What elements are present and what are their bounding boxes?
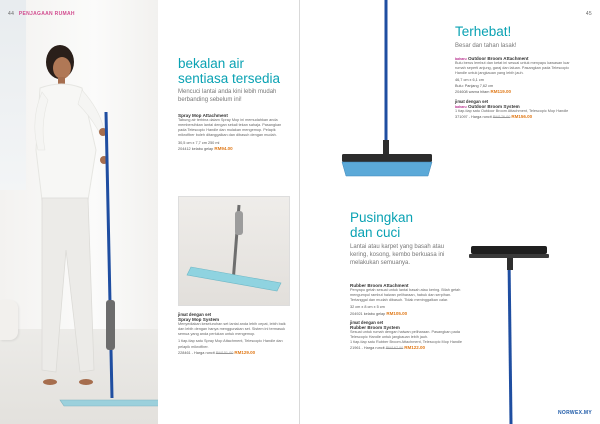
set-price: RM156.00 bbox=[511, 114, 533, 120]
product-dimensions: 46,7 cm x 6,1 cm bbox=[455, 78, 484, 83]
set-code: 371097 - Harga runcit bbox=[455, 115, 492, 120]
subheadline: Mencuci lantai anda kini lebih mudah berbanding sebelum ini! bbox=[178, 89, 277, 104]
woman-mopping-illustration bbox=[0, 0, 158, 424]
set-price: RM122.00 bbox=[404, 345, 426, 351]
headline-line-1: Pusingkan bbox=[350, 210, 414, 225]
product-outdoor-broom bbox=[455, 56, 575, 121]
product-title: Spray Mop Attachment bbox=[178, 113, 228, 118]
product-price: RM129.00 bbox=[234, 349, 256, 355]
set-code: 21961 - Harga runcit bbox=[350, 346, 385, 351]
product-description: Tabung air terbina dalam Spray Mop ini memudahkan anda membersihkan lantai dengan sekali tekan sahaja. Pasangkan pada Telescopic Handle dan mulakan mengemop. Pelapik mikrofiber boleh ditanggalkan dan dibasuh dengan mudah. bbox=[178, 118, 282, 138]
product-code: 204921 kelabu gelap bbox=[350, 311, 386, 316]
set-title: Outdoor Broom System bbox=[467, 104, 520, 110]
product-title: Spray Mop System bbox=[178, 317, 220, 322]
product-bristle-length: Bulu: Panjang 7,62 cm bbox=[455, 83, 494, 88]
brand-footer[interactable]: NORWEX.MY bbox=[558, 410, 592, 416]
outdoor-broom-illustration bbox=[300, 0, 450, 190]
left-page bbox=[0, 0, 299, 424]
set-tag: jimat dengan set bbox=[350, 320, 384, 325]
product-dimensions: 30,5 cm x 7,7 cm 250 ml bbox=[178, 140, 220, 145]
product-dimensions: 32 cm x 8 cm x 5 cm bbox=[350, 305, 385, 310]
product-description: Menyediakan keseluruhan set lantai anda lebih cepat, lebih baik dan lebih dengan hanya menggunakan set. Sistem ini termasuk semua yang anda perlukan untuk mengemop. bbox=[178, 322, 286, 337]
product-price: RM119.00 bbox=[490, 89, 511, 94]
product-spray-mop-attachment bbox=[178, 113, 290, 152]
product-price: RM94.00 bbox=[214, 145, 233, 151]
product-retail-price: RM151.00 bbox=[215, 350, 234, 355]
new-badge: baharu bbox=[455, 105, 467, 110]
set-contents: 1 tiap-tiap satu Spray Mop Attachment, Telescopic Handle dan pelapik mikrofiber. bbox=[178, 339, 283, 349]
section-title: PENJAGAAN RUMAH bbox=[18, 11, 75, 17]
set-retail-price: RM167.00 bbox=[385, 346, 404, 351]
set-contents: 1 tiap-tiap satu Outdoor Broom Attachment, Telescopic Mop Handle bbox=[455, 109, 569, 114]
lifestyle-photo bbox=[0, 0, 158, 424]
spray-mop-product-image bbox=[178, 196, 290, 306]
set-retail-price: RM176.00 bbox=[492, 115, 511, 120]
set-title: Rubber Broom System bbox=[350, 325, 400, 330]
product-description: Bulu berus lembut dan ketat ini sesuai untuk menyapu kawasan luar rumah seperti anjung, garaj dan laluan. Pasangkan pada Telescopic Handle untuk jangkauan yang lebih jauh. bbox=[455, 61, 570, 76]
set-tag: jimat dengan set bbox=[178, 312, 212, 317]
product-spray-mop-system bbox=[178, 312, 290, 356]
headline bbox=[178, 56, 280, 86]
headline-terhebat: Terhebat! bbox=[455, 24, 512, 39]
product-rubber-broom bbox=[350, 283, 462, 352]
product-code: 228461 - Harga runcit bbox=[178, 350, 215, 355]
subheadline-pusingkan: Lantai atau karpet yang basah atau kering, kosong, kembo berkuasa ini melakukan semuanya. bbox=[350, 244, 445, 267]
spray-mop-illustration bbox=[179, 197, 291, 307]
product-title: Outdoor Broom Attachment bbox=[467, 56, 529, 61]
product-price: RM105.00 bbox=[386, 310, 408, 316]
new-badge: baharu bbox=[455, 57, 467, 61]
right-page bbox=[300, 0, 600, 424]
headline-line-2: sentiasa tersedia bbox=[178, 71, 281, 87]
page-number: 44 bbox=[8, 11, 15, 17]
set-description: Sesuai untuk rumah dengan haiwan peliharaan. Pasangkan pada Telescopic Handle untuk jangkauan lebih jauh. bbox=[350, 330, 460, 340]
set-tag: jimat dengan set bbox=[455, 99, 489, 105]
product-title: Rubber Broom Attachment bbox=[350, 283, 409, 288]
page-number: 45 bbox=[585, 11, 592, 17]
product-code: 204412 kelabu gelap bbox=[178, 146, 214, 151]
headline-line-1: bekalan air bbox=[178, 56, 245, 71]
headline-line-2: dan cuci bbox=[350, 225, 401, 241]
set-contents: 1 tiap-tiap satu Rubber Broom Attachment, Telescopic Mop Handle bbox=[350, 340, 462, 345]
rubber-broom-illustration bbox=[465, 224, 555, 424]
subheadline-terhebat: Besar dan tahan lasak! bbox=[455, 43, 517, 49]
headline-pusingkan bbox=[350, 210, 413, 240]
product-code: 204608 warna hitam bbox=[455, 90, 490, 94]
product-description: Penyapu getah sesuai untuk lantai basah atau kering. Bilah getah mengumpul rambut haiwan peliharaan, habuk dan serpihan. Tertanggal dan mudah dibasuh. Tidak meninggalkan calar. bbox=[350, 288, 461, 303]
